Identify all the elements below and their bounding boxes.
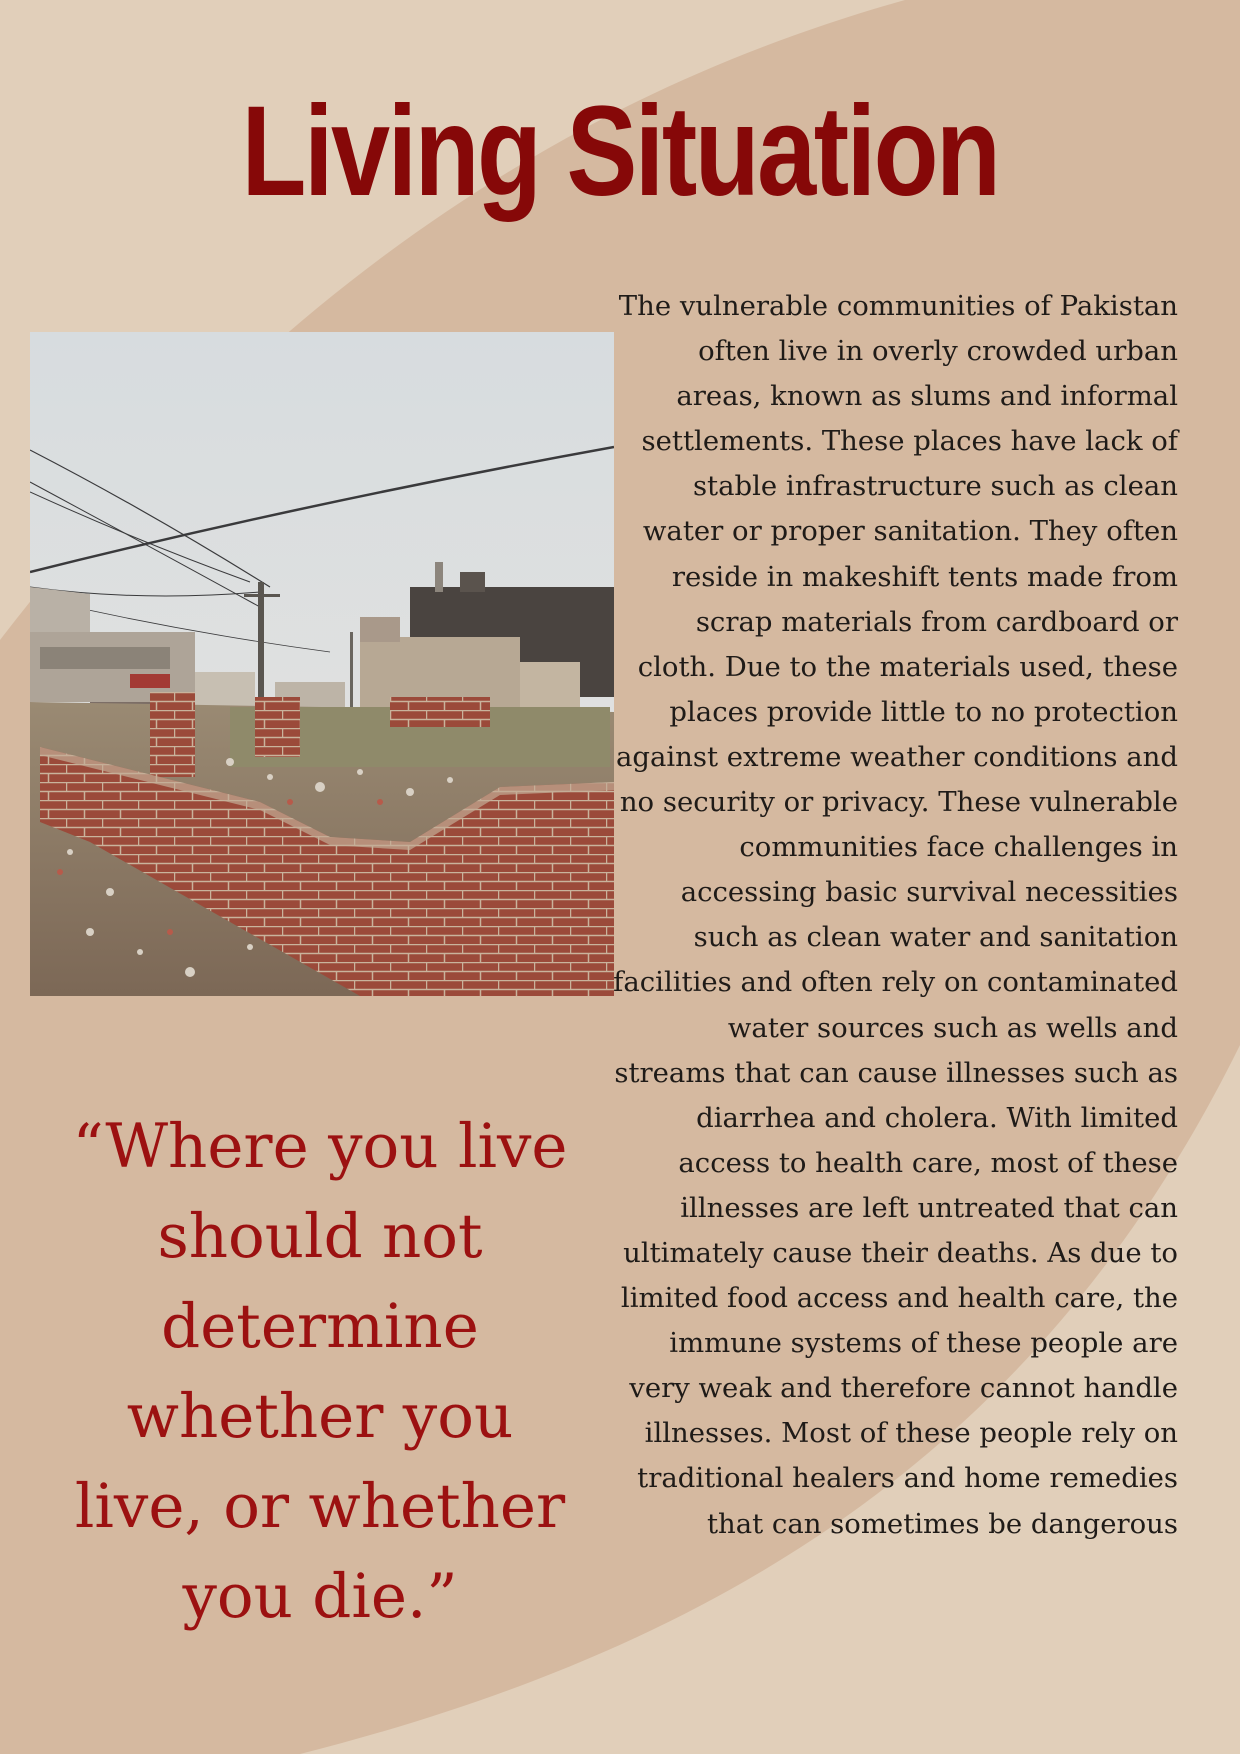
pull-quote: “Where you live should not determine whether you live, or whether you die.” (72, 1111, 568, 1632)
slum-photo (30, 332, 614, 996)
page-title: Living Situation (241, 80, 999, 223)
body-paragraph: The vulnerable communities of Pakistan often live in overly crowded urban areas, known as slums and informal settlements. These places have lack of stable infrastructure such as clean water or proper sanitation. They often reside in makeshift tents made from scrap materials from cardboard or cloth. Due to the materials used, these places provide little to no protection against extreme weather conditions and no security or privacy. These vulnerable communities face challenges in accessing basic survival necessities such as clean water and sanitation facilities and often rely on contaminated water sources such as wells and streams that can cause illnesses such as diarrhea and cholera. With limited access to health care, most of these illnesses are left untreated that can ultimately cause their deaths. As due to limited food access and health care, the immune systems of these people are very weak and therefore cannot handle illnesses. Most of these people rely on traditional healers and home remedies that can sometimes be dangerous (613, 290, 1178, 1540)
